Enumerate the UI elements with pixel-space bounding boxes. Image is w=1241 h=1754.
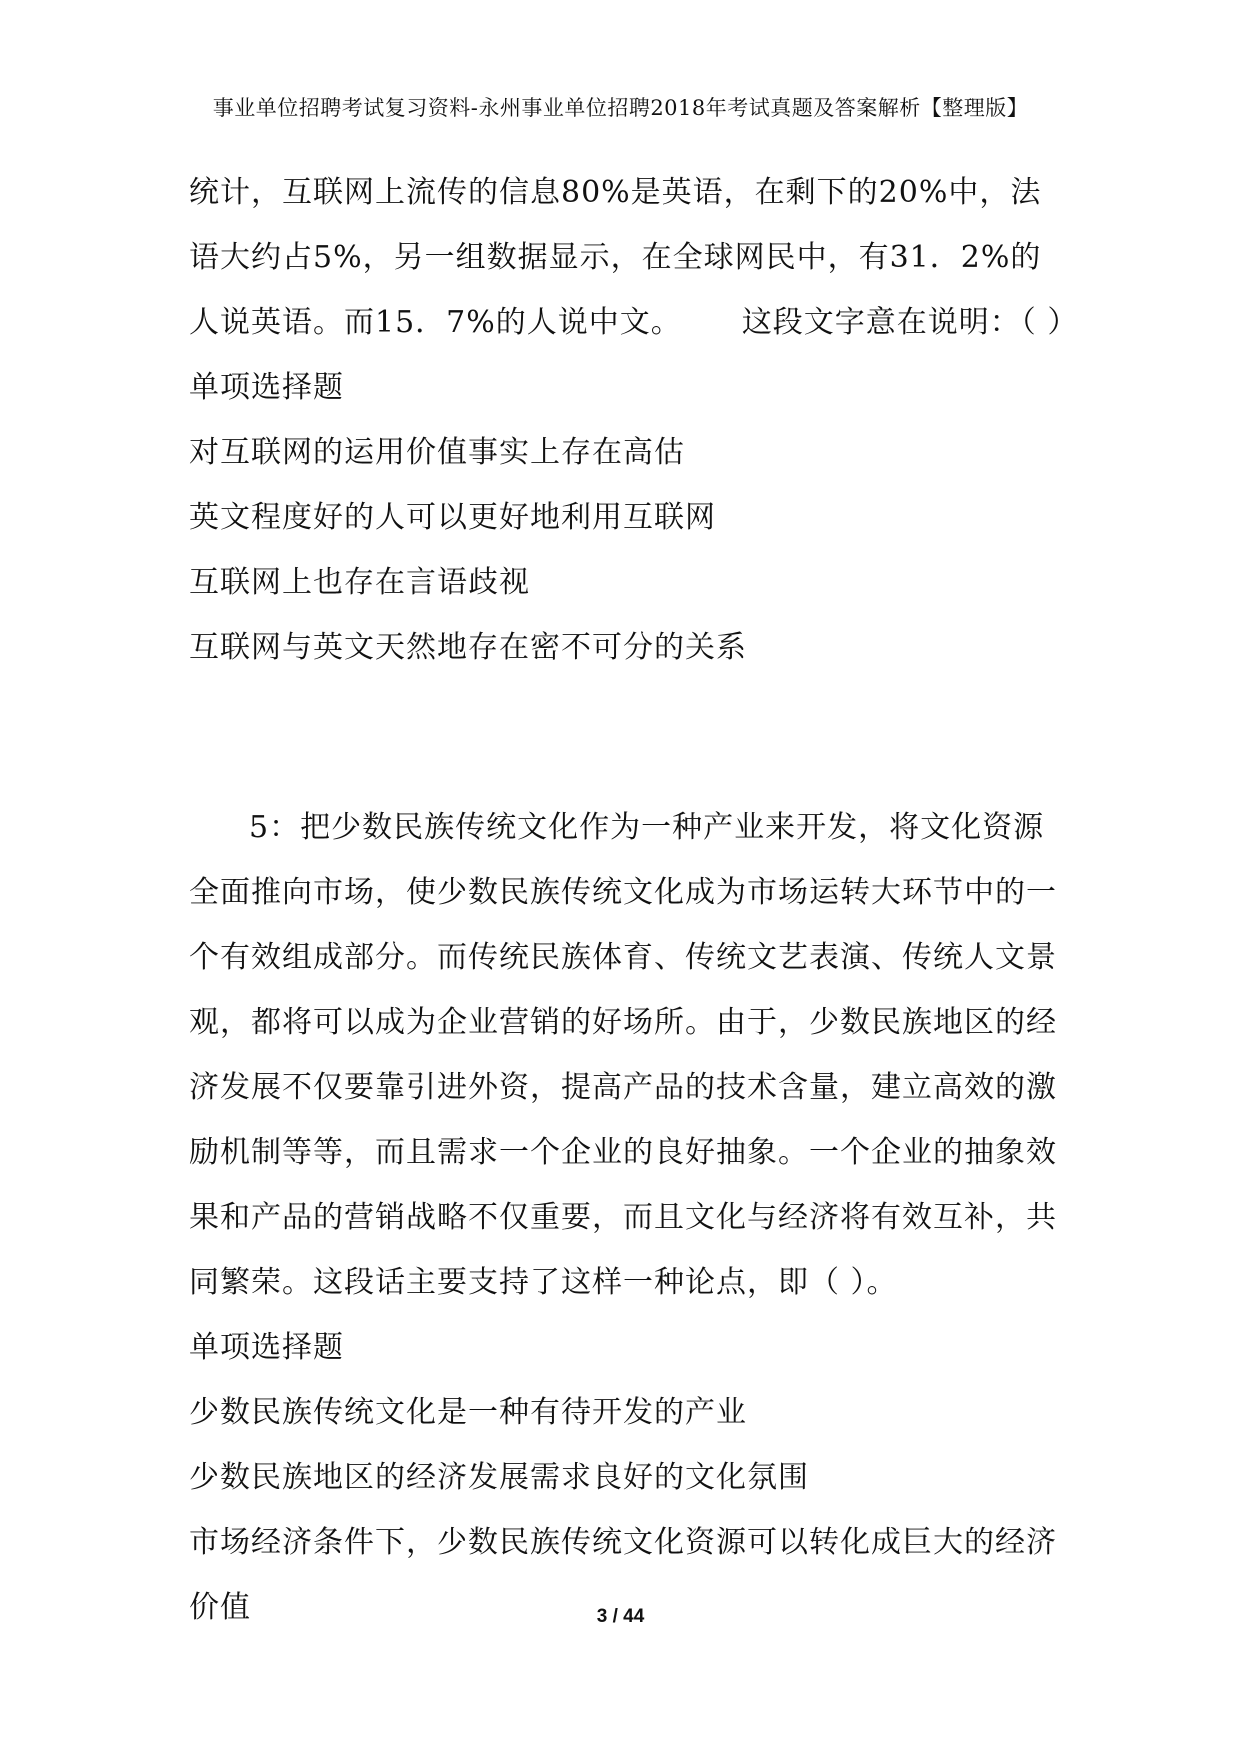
q4-option-2[interactable]: 英文程度好的人可以更好地利用互联网 <box>189 500 716 535</box>
section-gap <box>189 680 1059 795</box>
q5-stem-line-8: 同繁荣。这段话主要支持了这样一种论点，即（ ）。 <box>189 1265 898 1300</box>
q5-stem-line-4: 观，都将可以成为企业营销的好场所。由于，少数民族地区的经 <box>189 1005 1057 1040</box>
q5-stem-line-2: 全面推向市场，使少数民族传统文化成为市场运转大环节中的一 <box>189 875 1057 910</box>
q4-option-4[interactable]: 互联网与英文天然地存在密不可分的关系 <box>189 630 747 665</box>
q5-stem-line-3: 个有效组成部分。而传统民族体育、传统文艺表演、传统人文景 <box>189 940 1057 975</box>
q4-stem-line-2: 语大约占5%，另一组数据显示，在全球网民中，有31．2%的 <box>189 240 1042 275</box>
page-number: 3 / 44 <box>596 1606 645 1627</box>
q5-option-3-continued[interactable]: 价值 <box>189 1590 251 1625</box>
q5-option-3[interactable]: 市场经济条件下，少数民族传统文化资源可以转化成巨大的经济 <box>189 1525 1057 1560</box>
q5-question-type: 单项选择题 <box>189 1330 344 1365</box>
q5-stem-line-6: 励机制等等，而且需求一个企业的良好抽象。一个企业的抽象效 <box>189 1135 1057 1170</box>
q4-stem-line-1: 统计，互联网上流传的信息80%是英语，在剩下的20%中，法 <box>189 175 1042 210</box>
q4-option-1[interactable]: 对互联网的运用价值事实上存在高估 <box>189 435 685 470</box>
document-body <box>189 160 1079 1640</box>
q5-option-2[interactable]: 少数民族地区的经济发展需求良好的文化氛围 <box>189 1460 809 1495</box>
page-header: 事业单位招聘考试复习资料-永州事业单位招聘2018年考试真题及答案解析【整理版】 <box>212 96 1029 120</box>
q4-stem-line-3-text: 人说英语。而15．7%的人说中文。 <box>189 305 682 340</box>
q5-stem-line-7: 果和产品的营销战略不仅重要，而且文化与经济将有效互补，共 <box>189 1200 1057 1235</box>
q4-option-3[interactable]: 互联网上也存在言语歧视 <box>189 565 530 600</box>
q4-question-type: 单项选择题 <box>189 370 344 405</box>
q5-stem-line-5: 济发展不仅要靠引进外资，提高产品的技术含量，建立高效的激 <box>189 1070 1057 1105</box>
q5-option-1[interactable]: 少数民族传统文化是一种有待开发的产业 <box>189 1395 747 1430</box>
q4-stem-line-3 <box>189 290 1079 355</box>
q5-stem-line-1: 5：把少数民族传统文化作为一种产业来开发，将文化资源 <box>249 810 1045 845</box>
q4-question-prompt: 这段文字意在说明：（ ） <box>741 305 1079 340</box>
